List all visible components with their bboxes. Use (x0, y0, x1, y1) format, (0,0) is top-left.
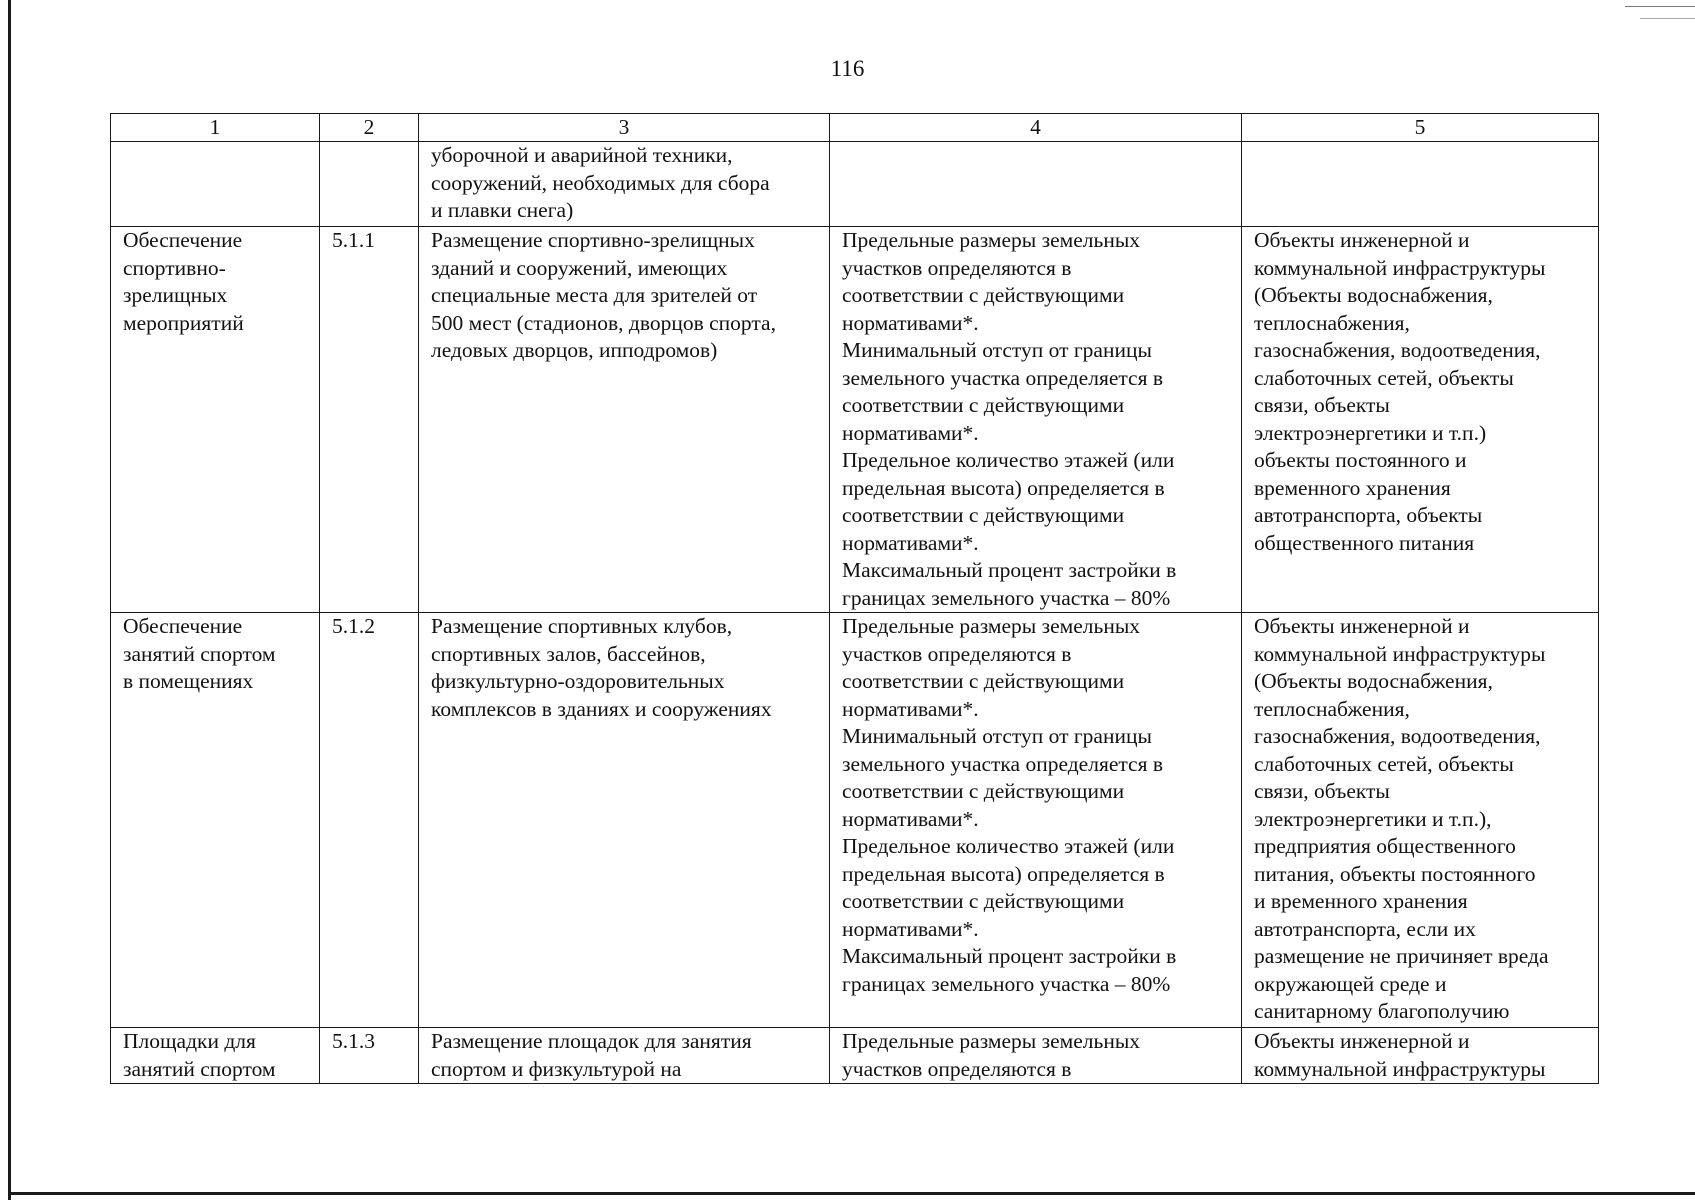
cell-text-line: Размещение спортивных клубов, (431, 614, 733, 638)
use-code-cell (320, 227, 419, 613)
auxiliary-uses-cell (1242, 227, 1599, 613)
cell-text-line: общественного питания (1254, 530, 1475, 555)
use-description-cell (419, 613, 830, 1028)
cell-text-line: Площадки для (123, 1029, 256, 1053)
cell-text-line: уборочной и аварийной техники, (431, 143, 733, 167)
cell-text-line: Предельное количество этажей (или (842, 448, 1175, 472)
use-name-cell (111, 142, 320, 227)
cell-text-line: занятий спортом (123, 641, 276, 666)
page-number: 116 (830, 56, 865, 81)
column-number-header: 5 (1242, 114, 1599, 142)
cell-text-line: участков определяются в (842, 641, 1072, 666)
column-number-header: 1 (111, 114, 320, 142)
cell-text-line: земельного участка определяется в (842, 751, 1163, 776)
cell-text-line: электроэнергетики и т.п.), (1254, 806, 1492, 831)
table-row (111, 613, 1599, 1028)
cell-text-line: электроэнергетики и т.п.) (1254, 420, 1487, 445)
cell-text-line: Минимальный отступ от границы (842, 338, 1152, 362)
cell-text-line: связи, объекты (1254, 779, 1390, 803)
cell-text-line: границах земельного участка – 80% (842, 585, 1171, 610)
cell-text-line: коммунальной инфраструктуры (1254, 1056, 1546, 1081)
cell-text-line: нормативами*. (842, 420, 979, 445)
use-description-cell (419, 1028, 830, 1084)
cell-text-line: Минимальный отступ от границы (842, 724, 1152, 748)
column-number-header: 3 (419, 114, 830, 142)
cell-text-line: предприятия общественного (1254, 834, 1516, 858)
use-name-cell (111, 613, 320, 1028)
auxiliary-uses-cell (1242, 1028, 1599, 1084)
cell-text-line: питания, объекты постоянного (1254, 861, 1536, 886)
cell-text-line: временного хранения (1254, 475, 1451, 500)
use-code-cell (320, 142, 419, 227)
cell-text-line: мероприятий (123, 310, 244, 335)
cell-text-line: Размещение площадок для занятия (431, 1029, 752, 1053)
cell-text-line: 5.1.1 (332, 228, 375, 252)
cell-text-line: сооружений, необходимых для сбора (431, 170, 770, 195)
cell-text-line: слаботочных сетей, объекты (1254, 751, 1514, 776)
cell-text-line: (Объекты водоснабжения, (1254, 669, 1493, 693)
cell-text-line: газоснабжения, водоотведения, (1254, 338, 1541, 362)
use-code-cell (320, 1028, 419, 1084)
cell-text-line: соответствии с действующими (842, 669, 1125, 693)
cell-text-line: газоснабжения, водоотведения, (1254, 724, 1541, 748)
scan-border-bottom (8, 1192, 1695, 1195)
column-number-header: 4 (830, 114, 1242, 142)
cell-text-line: соответствии с действующими (842, 283, 1125, 307)
cell-text-line: Предельные размеры земельных (842, 1029, 1141, 1053)
cell-text-line: спортивно- (123, 255, 226, 280)
cell-text-line: зданий и сооружений, имеющих (431, 255, 728, 280)
cell-text-line: физкультурно-оздоровительных (431, 669, 725, 693)
cell-text-line: соответствии с действующими (842, 393, 1125, 417)
cell-text-line: коммунальной инфраструктуры (1254, 641, 1546, 666)
cell-text-line: Предельные размеры земельных (842, 228, 1141, 252)
cell-text-line: предельная высота) определяется в (842, 475, 1165, 500)
cell-text-line: Предельные размеры земельных (842, 614, 1141, 638)
scan-mark (1625, 6, 1695, 7)
cell-text-line: Размещение спортивно-зрелищных (431, 228, 755, 252)
cell-text-line: коммунальной инфраструктуры (1254, 255, 1546, 280)
use-code-cell (320, 613, 419, 1028)
cell-text-line: 5.1.3 (332, 1029, 375, 1053)
cell-text-line: в помещениях (123, 669, 254, 693)
auxiliary-uses-cell (1242, 613, 1599, 1028)
cell-text-line: Обеспечение (123, 228, 243, 252)
cell-text-line: Объекты инженерной и (1254, 228, 1470, 252)
cell-text-line: ледовых дворцов, ипподромов) (431, 338, 718, 362)
cell-text-line: участков определяются в (842, 1056, 1072, 1081)
cell-text-line: Максимальный процент застройки в (842, 558, 1177, 582)
cell-text-line: нормативами*. (842, 806, 979, 831)
cell-text-line: специальные места для зрителей от (431, 283, 758, 307)
use-description-cell (419, 227, 830, 613)
use-name-cell (111, 1028, 320, 1084)
cell-text-line: связи, объекты (1254, 393, 1390, 417)
cell-text-line: Предельное количество этажей (или (842, 834, 1175, 858)
cell-text-line: автотранспорта, если их (1254, 916, 1476, 941)
cell-text-line: окружающей среде и (1254, 971, 1447, 996)
cell-text-line: автотранспорта, объекты (1254, 503, 1483, 527)
table-row (111, 227, 1599, 613)
use-description-cell (419, 142, 830, 227)
cell-text-line: Объекты инженерной и (1254, 1029, 1470, 1053)
cell-text-line: объекты постоянного и (1254, 448, 1467, 472)
cell-text-line: теплоснабжения, (1254, 696, 1410, 721)
cell-text-line: зрелищных (123, 283, 228, 307)
table-row (111, 142, 1599, 227)
cell-text-line: теплоснабжения, (1254, 310, 1410, 335)
cell-text-line: соответствии с действующими (842, 779, 1125, 803)
cell-text-line: нормативами*. (842, 530, 979, 555)
cell-text-line: нормативами*. (842, 696, 979, 721)
cell-text-line: нормативами*. (842, 310, 979, 335)
parameters-cell (830, 227, 1242, 613)
parameters-cell (830, 1028, 1242, 1084)
column-number-header: 2 (320, 114, 419, 142)
scan-border-left (8, 0, 11, 1200)
cell-text-line: Объекты инженерной и (1254, 614, 1470, 638)
cell-text-line: занятий спортом (123, 1056, 276, 1081)
cell-text-line: спортивных залов, бассейнов, (431, 641, 706, 666)
cell-text-line: Максимальный процент застройки в (842, 944, 1177, 968)
cell-text-line: 5.1.2 (332, 614, 375, 638)
cell-text-line: 500 мест (стадионов, дворцов спорта, (431, 310, 776, 335)
cell-text-line: соответствии с действующими (842, 889, 1125, 913)
cell-text-line: соответствии с действующими (842, 503, 1125, 527)
cell-text-line: предельная высота) определяется в (842, 861, 1165, 886)
cell-text-line: Обеспечение (123, 614, 243, 638)
cell-text-line: санитарному благополучию (1254, 999, 1510, 1023)
cell-text-line: земельного участка определяется в (842, 365, 1163, 390)
cell-text-line: спортом и физкультурой на (431, 1056, 682, 1081)
cell-text-line: и плавки снега) (431, 198, 574, 222)
scan-mark (1640, 18, 1695, 19)
auxiliary-uses-cell (1242, 142, 1599, 227)
table-header-row (111, 114, 1599, 142)
land-use-table (110, 113, 1599, 1084)
table-row (111, 1028, 1599, 1084)
cell-text-line: нормативами*. (842, 916, 979, 941)
parameters-cell (830, 142, 1242, 227)
parameters-cell (830, 613, 1242, 1028)
cell-text-line: границах земельного участка – 80% (842, 971, 1171, 996)
cell-text-line: (Объекты водоснабжения, (1254, 283, 1493, 307)
cell-text-line: участков определяются в (842, 255, 1072, 280)
cell-text-line: комплексов в зданиях и сооружениях (431, 696, 772, 721)
cell-text-line: и временного хранения (1254, 889, 1468, 913)
cell-text-line: слаботочных сетей, объекты (1254, 365, 1514, 390)
use-name-cell (111, 227, 320, 613)
cell-text-line: размещение не причиняет вреда (1254, 944, 1549, 968)
